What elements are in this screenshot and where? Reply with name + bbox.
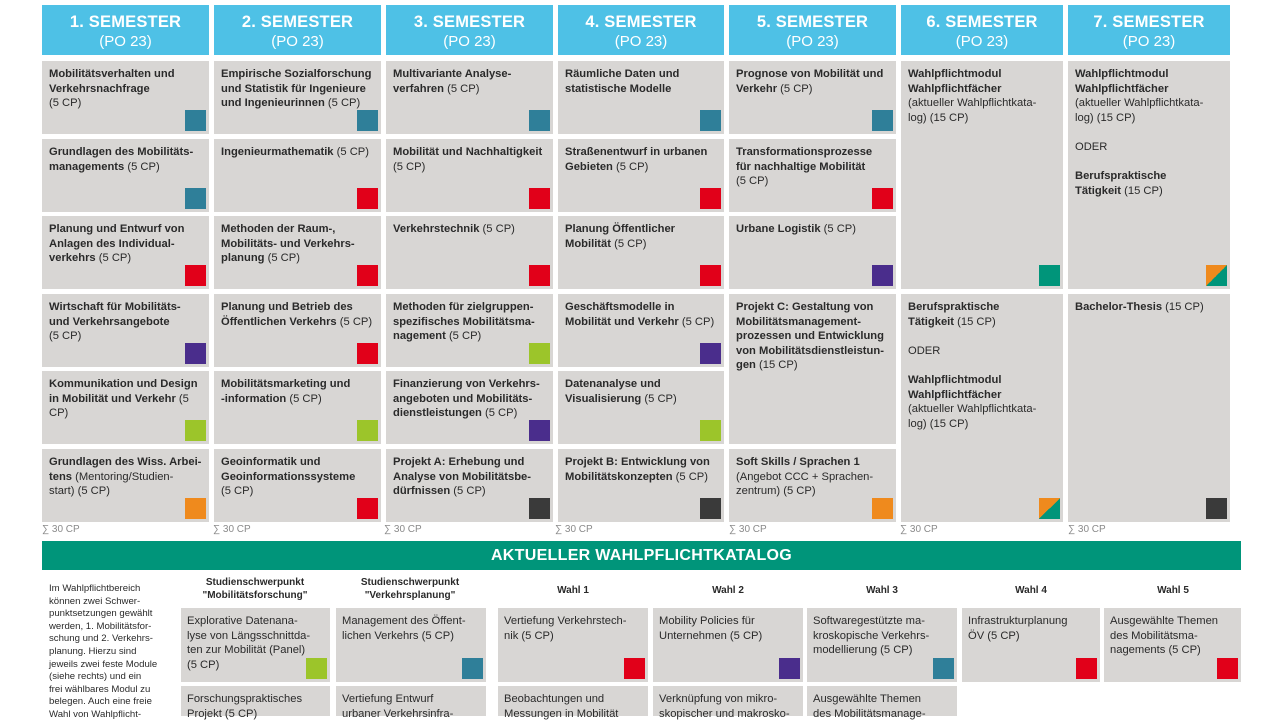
category-marker [185,343,206,364]
credit-sum: ∑ 30 CP [900,524,938,535]
elective-cell: Ausgewählte Themen des Mobilitätsmanage- [807,686,957,716]
module-cell: Planung und Betrieb des Öffentlichen Verkehrs (5 CP) [214,294,381,367]
category-marker [1039,265,1060,286]
module-cell: Methoden der Raum-, Mobilitäts- und Verkehrs- planung (5 CP) [214,216,381,289]
module-cell: Mobilität und Nachhaltigkeit (5 CP) [386,139,553,212]
elective-cell: Mobility Policies für Unternehmen (5 CP) [653,608,803,682]
category-marker [872,265,893,286]
catalog-column-head: Wahl 1 [557,585,589,596]
module-cell: Grundlagen des Mobilitäts- managements (5 CP) [42,139,209,212]
semester-po: (PO 23) [955,33,1009,50]
semester-title: 1. SEMESTER [69,13,182,31]
module-cell: Geoinformatik und Geoinformationssysteme (5 CP) [214,449,381,522]
module-cell: Kommunikation und Design in Mobilität und Verkehr (5 CP) [42,371,209,444]
elective-cell: Management des Öffent- lichen Verkehrs (5 CP) [336,608,486,682]
elective-cell: Ausgewählte Themen des Mobilitätsma- nagements (5 CP) [1104,608,1241,682]
category-marker [529,265,550,286]
elective-cell: Infrastrukturplanung ÖV (5 CP) [962,608,1100,682]
category-marker [185,110,206,131]
module-cell: Projekt B: Entwicklung von Mobilitätskonzepten (5 CP) [558,449,724,522]
module-cell: Datenanalyse und Visualisierung (5 CP) [558,371,724,444]
category-marker [462,658,483,679]
module-cell: Urbane Logistik (5 CP) [729,216,896,289]
module-cell: Projekt C: Gestaltung von Mobilitätsmanagement- prozessen und Entwicklung von Mobilitätsdienstleistun- gen (15 CP) [729,294,896,444]
module-cell: Geschäftsmodelle in Mobilität und Verkehr (5 CP) [558,294,724,367]
module-cell: Methoden für zielgruppen- spezifisches Mobilitätsma- nagement (5 CP) [386,294,553,367]
module-cell: Finanzierung von Verkehrs- angeboten und Mobilitäts- dienstleistungen (5 CP) [386,371,553,444]
category-marker [1076,658,1097,679]
category-marker [933,658,954,679]
category-marker [529,343,550,364]
module-cell: Straßenentwurf in urbanen Gebieten (5 CP) [558,139,724,212]
category-marker [700,265,721,286]
category-marker [357,265,378,286]
module-cell: Projekt A: Erhebung und Analyse von Mobilitätsbe- dürfnissen (5 CP) [386,449,553,522]
category-marker [624,658,645,679]
module-cell: Wahlpflichtmodul Wahlpflichtfächer (aktueller Wahlpflichtkata- log) (15 CP) [901,61,1063,289]
elective-cell: Beobachtungen und Messungen in Mobilität [498,686,648,716]
category-marker [529,420,550,441]
category-marker [1206,265,1227,286]
category-marker [700,188,721,209]
category-marker [1039,498,1060,519]
module-cell: Verkehrstechnik (5 CP) [386,216,553,289]
module-cell: Räumliche Daten und statistische Modelle [558,61,724,134]
credit-sum: ∑ 30 CP [555,524,593,535]
credit-sum: ∑ 30 CP [384,524,422,535]
module-cell: Soft Skills / Sprachen 1 (Angebot CCC + Sprachen- zentrum) (5 CP) [729,449,896,522]
category-marker [1206,498,1227,519]
category-marker [185,498,206,519]
semester-header-4 [558,5,724,55]
semester-header-5 [729,5,896,55]
category-marker [529,188,550,209]
module-cell: Wirtschaft für Mobilitäts- und Verkehrsangebote (5 CP) [42,294,209,367]
semester-header-3 [386,5,553,55]
module-cell: Planung Öffentlicher Mobilität (5 CP) [558,216,724,289]
module-cell: Mobilitätsverhalten und Verkehrsnachfrage (5 CP) [42,61,209,134]
category-marker [700,420,721,441]
semester-title: 4. SEMESTER [585,13,697,31]
catalog-column-head: Wahl 5 [1157,585,1189,596]
semester-po: (PO 23) [786,33,839,50]
semester-title: 6. SEMESTER [926,13,1038,31]
semester-title: 3. SEMESTER [413,13,526,31]
catalog-column-head: Studienschwerpunkt "Verkehrsplanung" [360,577,460,601]
category-marker [529,110,550,131]
category-marker [357,188,378,209]
elective-cell: Softwaregestützte ma- kroskopische Verkehrs- modellierung (5 CP) [807,608,957,682]
semester-title: 2. SEMESTER [241,13,354,31]
credit-sum: ∑ 30 CP [1068,524,1106,535]
catalog-intro: Im Wahlpflichtbereich können zwei Schwer- punktsetzungen gewählt werden, 1. Mobilitätsfor- schung und 2. Verkehrs- planung. Hierzu sind jeweils zwei feste Module (siehe rechts) und ein frei wählbares Modul zu belegen. Auch eine freie Wahl von Wahlpflicht- [49,583,158,720]
semester-po: (PO 23) [1122,33,1176,50]
category-marker [700,110,721,131]
category-marker [779,658,800,679]
category-marker [357,110,378,131]
module-cell: Berufspraktische Tätigkeit (15 CP) ODER Wahlpflichtmodul Wahlpflichtfächer (aktueller Wahlpflichtkata- log) (15 CP) [901,294,1063,522]
category-marker [185,420,206,441]
module-cell: Empirische Sozialforschung und Statistik für Ingenieure und Ingenieurinnen (5 CP) [214,61,381,134]
credit-sum: ∑ 30 CP [213,524,251,535]
semester-title: 7. SEMESTER [1093,13,1205,31]
category-marker [872,188,893,209]
category-marker [872,498,893,519]
module-cell: Transformationsprozesse für nachhaltige Mobilität (5 CP) [729,139,896,212]
elective-cell: Explorative Datenana- lyse von Längsschnittda- ten zur Mobilität (Panel) (5 CP) [181,608,330,682]
category-marker [700,343,721,364]
catalog-title: AKTUELLER WAHLPFLICHTKATALOG [42,541,1241,570]
catalog-column-head: Wahl 2 [712,585,744,596]
module-cell: Grundlagen des Wiss. Arbei- tens (Mentoring/Studien- start) (5 CP) [42,449,209,522]
semester-header-2 [214,5,381,55]
module-cell: Bachelor-Thesis (15 CP) [1068,294,1230,522]
module-cell: Ingenieurmathematik (5 CP) [214,139,381,212]
semester-po: (PO 23) [614,33,668,50]
module-cell: Planung und Entwurf von Anlagen des Individual- verkehrs (5 CP) [42,216,209,289]
semester-title: 5. SEMESTER [756,13,869,31]
category-marker [1217,658,1238,679]
category-marker [306,658,327,679]
catalog-column-head: Wahl 3 [866,585,898,596]
elective-cell: Forschungspraktisches Projekt (5 CP) [181,686,330,716]
category-marker [529,498,550,519]
module-cell: Mobilitätsmarketing und -information (5 CP) [214,371,381,444]
category-marker [357,343,378,364]
semester-header-1 [42,5,209,55]
catalog-column-head: Studienschwerpunkt "Mobilitätsforschung" [202,577,308,601]
elective-cell: Vertiefung Entwurf urbaner Verkehrsinfra- [336,686,486,716]
category-marker [872,110,893,131]
semester-header-6 [901,5,1063,55]
semester-po: (PO 23) [99,33,152,50]
module-cell: Wahlpflichtmodul Wahlpflichtfächer (aktueller Wahlpflichtkata- log) (15 CP) ODER Berufspraktische Tätigkeit (15 CP) [1068,61,1230,289]
credit-sum: ∑ 30 CP [729,524,767,535]
category-marker [357,420,378,441]
category-marker [185,188,206,209]
semester-po: (PO 23) [443,33,496,50]
semester-po: (PO 23) [271,33,324,50]
category-marker [357,498,378,519]
elective-cell: Verknüpfung von mikro- skopischer und makrosko- [653,686,803,716]
category-marker [700,498,721,519]
module-cell: Multivariante Analyse- verfahren (5 CP) [386,61,553,134]
module-cell: Prognose von Mobilität und Verkehr (5 CP) [729,61,896,134]
elective-cell: Vertiefung Verkehrstech- nik (5 CP) [498,608,648,682]
category-marker [185,265,206,286]
credit-sum: ∑ 30 CP [42,524,80,535]
catalog-column-head: Wahl 4 [1015,585,1047,596]
semester-header-7 [1068,5,1230,55]
